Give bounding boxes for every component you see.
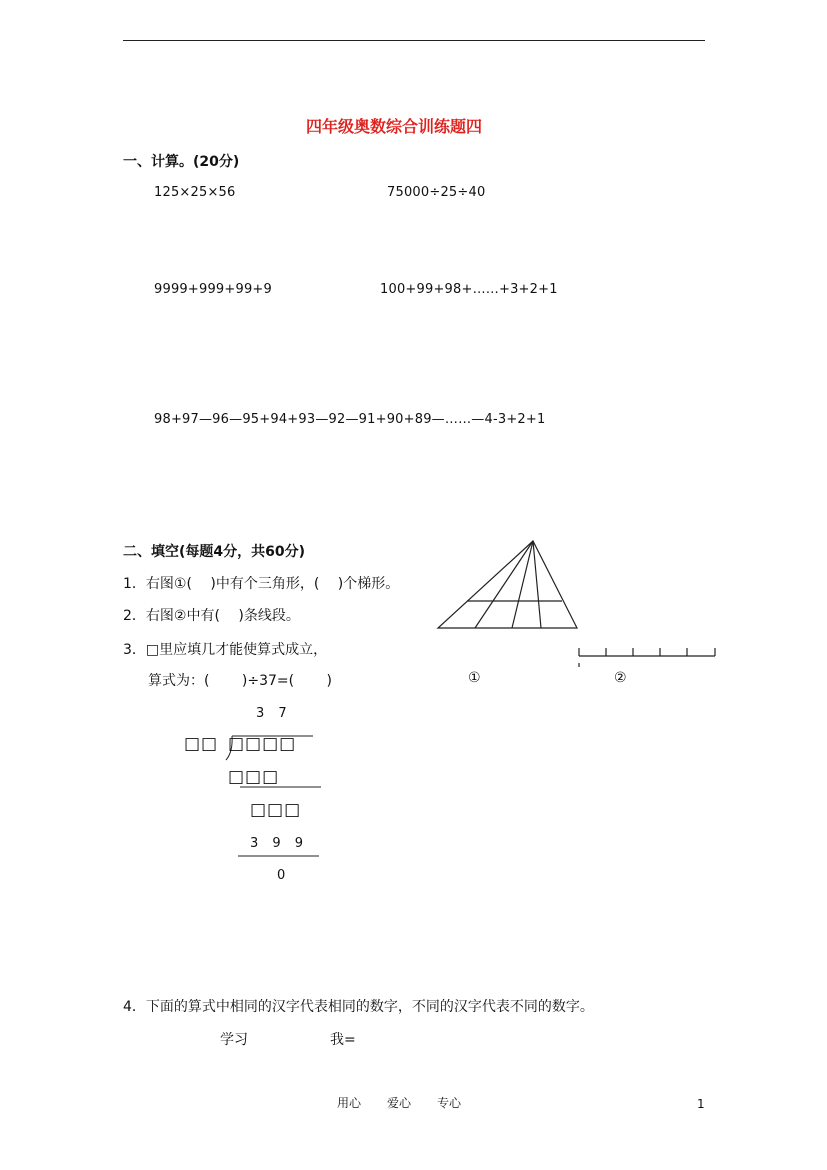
- header-rule: [123, 40, 705, 41]
- calc-expression-4: 100+99+98+……+3+2+1: [380, 282, 558, 297]
- figure-1-label: ①: [468, 670, 481, 686]
- division-divisor: □□: [184, 734, 219, 754]
- division-step-2: □□□: [250, 800, 302, 820]
- question-3: 3．□里应填几才能使算式成立，: [123, 642, 328, 658]
- page-title: 四年级奥数综合训练题四: [306, 117, 483, 136]
- division-quotient: 3 7: [256, 706, 292, 721]
- division-dividend: □□□□: [228, 734, 297, 754]
- division-remainder: 0: [277, 868, 291, 883]
- question-4-right: 我=: [330, 1032, 356, 1048]
- question-3-formula: 算式为：( )÷37=( ): [148, 673, 333, 689]
- calc-expression-1: 125×25×56: [154, 185, 236, 200]
- calc-expression-2: 75000÷25÷40: [387, 185, 486, 200]
- question-4: 4．下面的算式中相同的汉字代表相同的数字，不同的汉字代表不同的数字。: [123, 999, 594, 1015]
- division-step-1: □□□: [228, 767, 280, 787]
- question-4-left: 学习: [220, 1032, 248, 1048]
- page-number: 1: [697, 1097, 705, 1111]
- division-step-3: 3 9 9: [250, 836, 309, 851]
- footer-text-3: 专心: [437, 1096, 462, 1110]
- footer-text-2: 爱心: [387, 1096, 412, 1110]
- figure-2-label: ②: [614, 670, 627, 686]
- calc-expression-5: 98+97—96—95+94+93—92—91+90+89—……—4-3+2+1: [154, 412, 546, 427]
- footer-text-1: 用心: [337, 1096, 362, 1110]
- calc-expression-3: 9999+999+99+9: [154, 282, 272, 297]
- question-2: 2．右图②中有( )条线段。: [123, 608, 300, 624]
- question-1: 1．右图①( )中有个三角形，( )个梯形。: [123, 576, 400, 592]
- section1-heading: 一、计算。(20分): [123, 154, 240, 170]
- section2-heading: 二、填空(每题4分，共60分): [123, 544, 306, 560]
